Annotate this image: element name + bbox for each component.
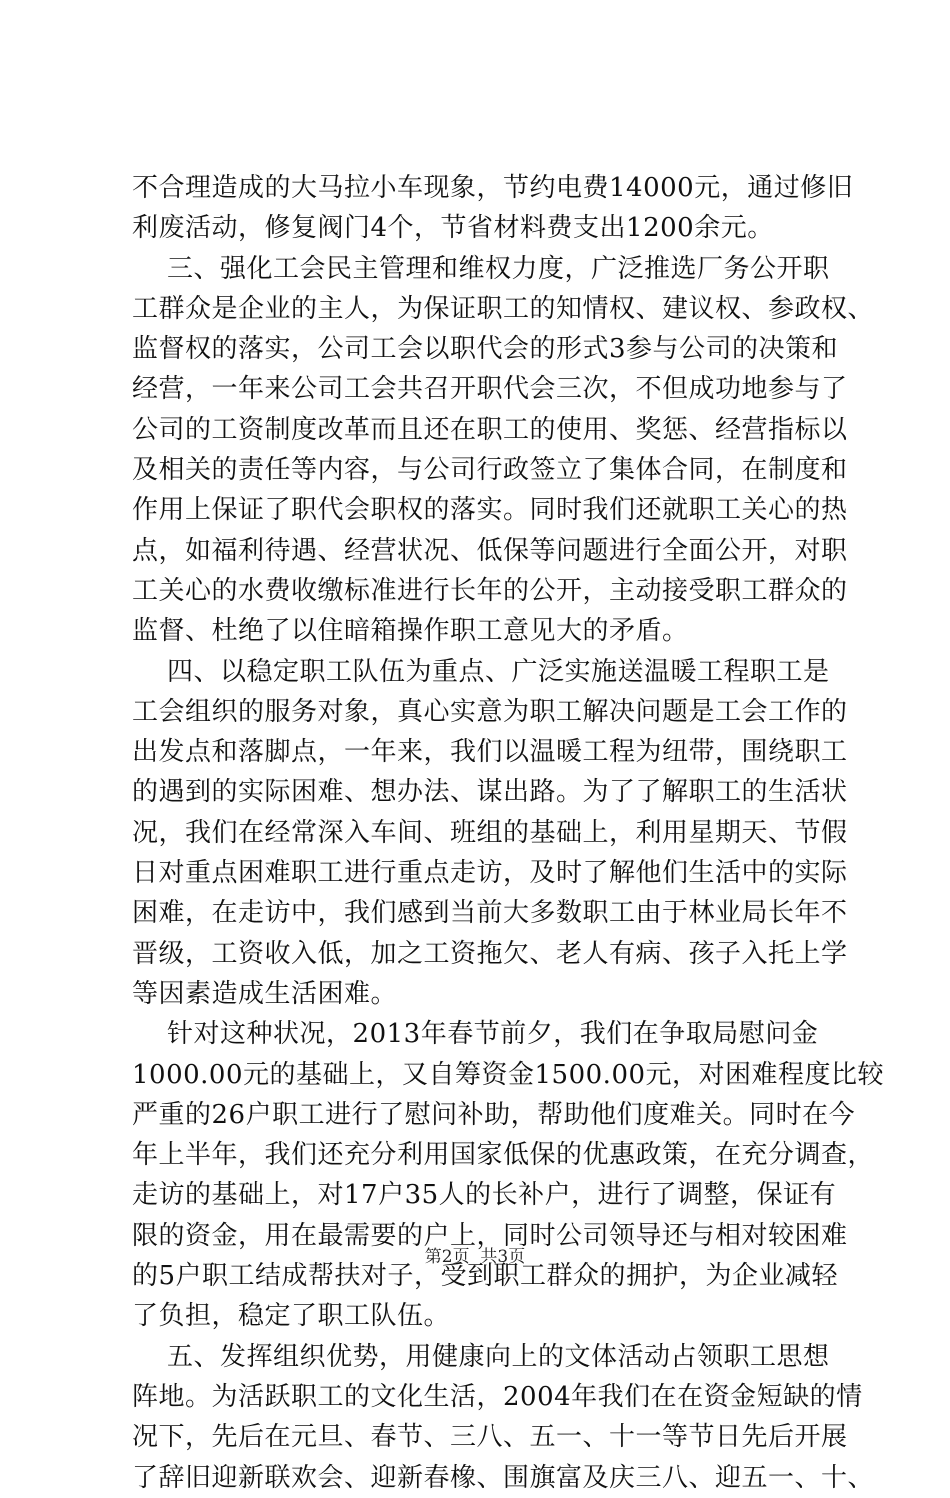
text-line: 工会组织的服务对象，真心实意为职工解决问题是工会工作的 (132, 696, 848, 727)
text-line: 的遇到的实际困难、想办法、谋出路。为了了解职工的生活状 (132, 777, 848, 808)
text-line: 1000.00元的基础上，又自筹资金1500.00元，对困难程度比较 (132, 1059, 885, 1090)
body-text (132, 168, 885, 1498)
text-line: 走访的基础上，对17户35人的长补户，进行了调整，保证有 (132, 1180, 837, 1211)
text-line: 作用上保证了职代会职权的落实。同时我们还就职工关心的热 (132, 495, 848, 526)
text-line: 不合理造成的大马拉小车现象，节约电费14000元，通过修旧 (132, 173, 854, 203)
text-line: 四、以稳定职工队伍为重点、广泛实施送温暖工程职工是 (132, 656, 830, 687)
text-line: 工关心的水费收缴标准进行长年的公开，主动接受职工群众的 (132, 575, 848, 606)
text-line: 的5户职工结成帮扶对子，受到职工群众的拥护，为企业减轻 (132, 1261, 839, 1292)
text-line: 日对重点困难职工进行重点走访，及时了解他们生活中的实际 (132, 858, 848, 889)
text-line: 及相关的责任等内容，与公司行政签立了集体合同，在制度和 (132, 455, 848, 486)
text-line: 点，如福利待遇、经营状况、低保等问题进行全面公开，对职 (132, 535, 848, 566)
text-line: 公司的工资制度改革而且还在职工的使用、奖惩、经营指标以 (132, 414, 848, 445)
text-line: 困难，在走访中，我们感到当前大多数职工由于林业局长年不 (132, 898, 848, 929)
text-line: 况，我们在经常深入车间、班组的基础上，利用星期天、节假 (132, 817, 848, 848)
text-line: 严重的26户职工进行了慰问补助，帮助他们度难关。同时在今 (132, 1099, 856, 1130)
text-line: 晋级，工资收入低，加之工资拖欠、老人有病、孩子入托上学 (132, 938, 848, 969)
text-line: 等因素造成生活困难。 (132, 978, 398, 1009)
text-line: 阵地。为活跃职工的文化生活，2004年我们在在资金短缺的情 (132, 1381, 863, 1412)
text-line: 出发点和落脚点，一年来，我们以温暖工程为纽带，围绕职工 (132, 737, 848, 768)
text-line: 监督权的落实，公司工会以职代会的形式3参与公司的决策和 (132, 334, 839, 365)
text-line: 监督、杜绝了以住暗箱操作职工意见大的矛盾。 (132, 616, 689, 647)
text-line: 况下，先后在元旦、春节、三八、五一、十一等节日先后开展 (132, 1422, 848, 1453)
text-line: 年上半年，我们还充分利用国家低保的优惠政策，在充分调查， (132, 1140, 875, 1171)
text-line: 了负担，稳定了职工队伍。 (132, 1301, 451, 1332)
text-line: 了辞旧迎新联欢会、迎新春橡、围旗富及庆三八、迎五一、十、 (132, 1462, 875, 1493)
text-line: 限的资金，用在最需要的户上，同时公司领导还与相对较困难 (132, 1220, 848, 1251)
page-footer: 第2页 共3页 (424, 1247, 526, 1267)
text-line: 三、强化工会民主管理和维权力度，广泛推选厂务公开职 (132, 253, 830, 284)
text-line: 工群众是企业的主人，为保证职工的知情权、建议权、参政权、 (132, 293, 875, 324)
text-line: 针对这种状况，2013年春节前夕，我们在争取局慰问金 (132, 1019, 819, 1050)
text-line: 经营，一年来公司工会共召开职代会三次，不但成功地参与了 (132, 374, 848, 405)
text-line: 五、发挥组织优势，用健康向上的文体活动占领职工思想 (132, 1341, 830, 1372)
text-line: 利废活动，修复阀门4个，节省材料费支出1200余元。 (132, 213, 774, 244)
